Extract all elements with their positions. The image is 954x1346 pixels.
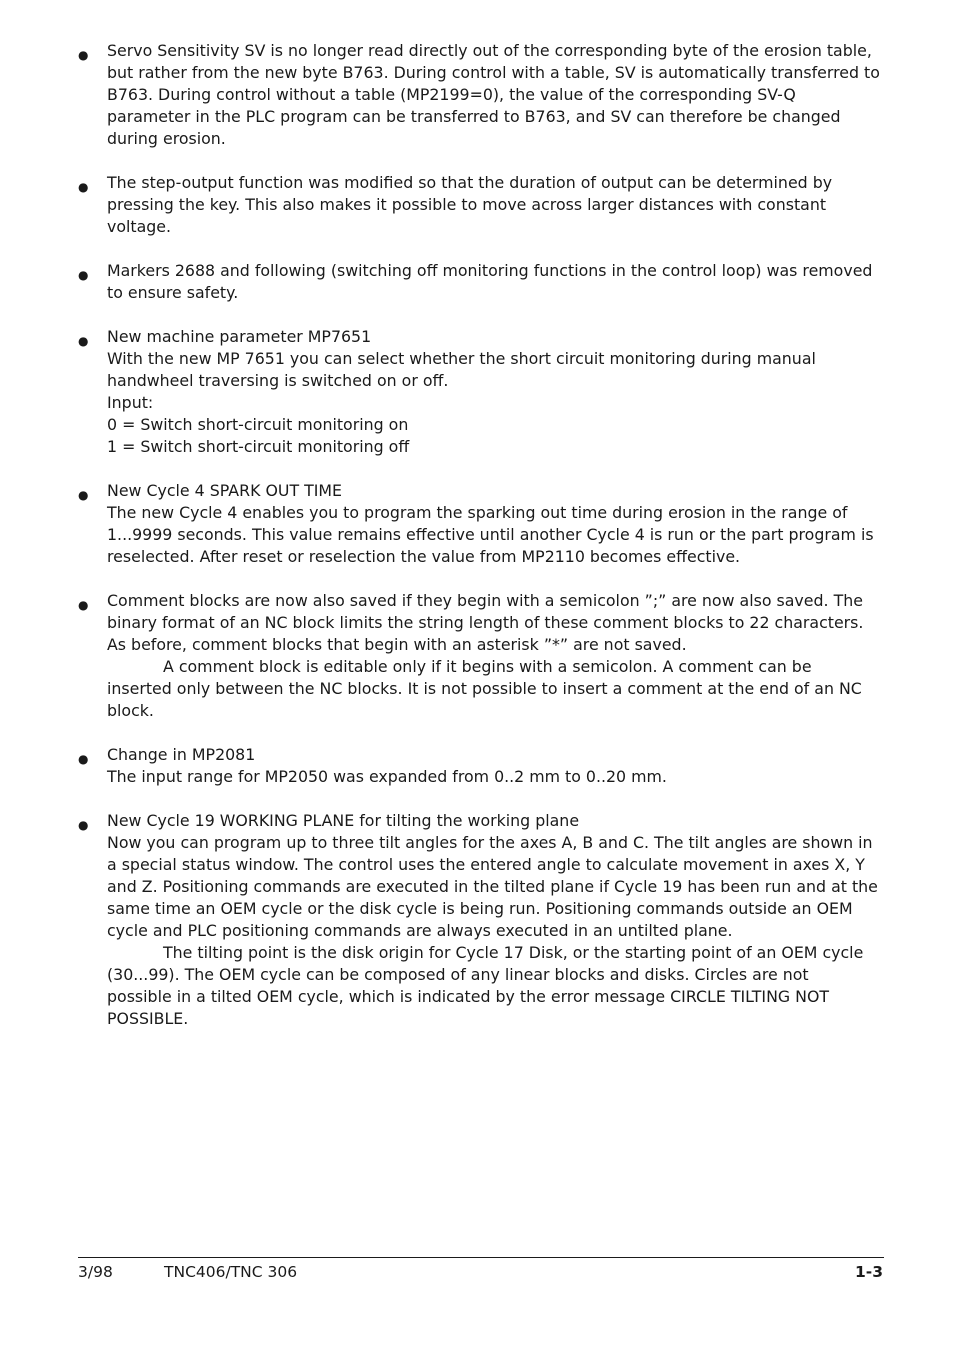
text-line: block. <box>107 701 154 720</box>
footer-date: 3/98 <box>78 1263 113 1281</box>
text-line: a special status window. The control uses the entered angle to calculate movement in axes X, Y <box>107 855 865 874</box>
bullet-item-servo-sensitivity <box>0 40 881 150</box>
bullet-icon: ● <box>78 180 89 194</box>
text-line: cycle and PLC positioning commands are always executed in an untilted plane. <box>107 921 733 940</box>
text-line: Comment blocks are now also saved if they begin with a semicolon ”;” are now also saved. The <box>107 591 863 610</box>
bullet-item-mp7651 <box>0 326 881 458</box>
text-line: Servo Sensitivity SV is no longer read directly out of the corresponding byte of the erosion table, <box>107 41 872 60</box>
text-line: The input range for MP2050 was expanded from 0..2 mm to 0..20 mm. <box>107 767 667 786</box>
text-line: but rather from the new byte B763. During control with a table, SV is automatically transferred to <box>107 63 880 82</box>
bullet-item-mp2081 <box>0 744 881 788</box>
text-line: 1 = Switch short-circuit monitoring off <box>107 437 410 456</box>
text-line: reselected. After reset or reselection the value from MP2110 becomes effective. <box>107 547 741 566</box>
text-line: Now you can program up to three tilt angles for the axes A, B and C. The tilt angles are shown in <box>107 833 873 852</box>
footer-page-number: 1-3 <box>854 1263 883 1281</box>
footer-divider <box>78 1257 884 1258</box>
document-body <box>0 40 954 1052</box>
text-line: handwheel traversing is switched on or off. <box>107 371 449 390</box>
text-line: POSSIBLE. <box>107 1009 189 1028</box>
text-line: parameter in the PLC program can be transferred to B763, and SV can therefore be changed <box>107 107 841 126</box>
text-line: binary format of an NC block limits the string length of these comment blocks to 22 characters. <box>107 613 864 632</box>
text-line: The step-output function was modified so that the duration of output can be determined by <box>107 173 833 192</box>
text-line: With the new MP 7651 you can select whether the short circuit monitoring during manual <box>107 349 816 368</box>
bullet-icon: ● <box>78 48 89 62</box>
text-line: to ensure safety. <box>107 283 239 302</box>
bullet-icon: ● <box>78 268 89 282</box>
text-line: pressing the key. This also makes it possible to move across larger distances with constant <box>107 195 827 214</box>
bullet-item-cycle-4 <box>0 480 881 568</box>
bullet-item-comment-blocks <box>0 590 881 722</box>
text-line: Change in MP2081 <box>107 745 256 764</box>
text-line: 1...9999 seconds. This value remains effective until another Cycle 4 is run or the part program is <box>107 525 874 544</box>
text-line: possible in a tilted OEM cycle, which is indicated by the error message CIRCLE TILTING NOT <box>107 987 830 1006</box>
bullet-icon: ● <box>78 752 89 766</box>
text-line: As before, comment blocks that begin with an asterisk ”*” are not saved. <box>107 635 687 654</box>
bullet-icon: ● <box>78 598 89 612</box>
text-line: during erosion. <box>107 129 226 148</box>
text-line: The new Cycle 4 enables you to program the sparking out time during erosion in the range of <box>107 503 848 522</box>
text-line: B763. During control without a table (MP2199=0), the value of the corresponding SV-Q <box>107 85 796 104</box>
text-line: New machine parameter MP7651 <box>107 327 372 346</box>
bullet-item-cycle-19 <box>0 810 881 1030</box>
bullet-item-step-output <box>0 172 881 238</box>
text-line: (30...99). The OEM cycle can be composed of any linear blocks and disks. Circles are not <box>107 965 809 984</box>
text-line: inserted only between the NC blocks. It is not possible to insert a comment at the end of an NC <box>107 679 862 698</box>
bullet-icon: ● <box>78 818 89 832</box>
text-line: Markers 2688 and following (switching off monitoring functions in the control loop) was removed <box>107 261 873 280</box>
footer-model: TNC406/TNC 306 <box>164 1263 298 1281</box>
bullet-icon: ● <box>78 334 89 348</box>
text-line: A comment block is editable only if it begins with a semicolon. A comment can be <box>163 657 812 676</box>
text-line: same time an OEM cycle or the disk cycle is being run. Positioning commands outside an OEM <box>107 899 853 918</box>
text-line: and Z. Positioning commands are executed in the tilted plane if Cycle 19 has been run and at the <box>107 877 878 896</box>
bullet-icon: ● <box>78 488 89 502</box>
text-line: New Cycle 4 SPARK OUT TIME <box>107 481 343 500</box>
bullet-item-markers-2688 <box>0 260 881 304</box>
text-line: voltage. <box>107 217 172 236</box>
text-line: 0 = Switch short-circuit monitoring on <box>107 415 409 434</box>
text-line: Input: <box>107 393 154 412</box>
text-line: New Cycle 19 WORKING PLANE for tilting the working plane <box>107 811 580 830</box>
text-line: The tilting point is the disk origin for Cycle 17 Disk, or the starting point of an OEM cycle <box>163 943 864 962</box>
